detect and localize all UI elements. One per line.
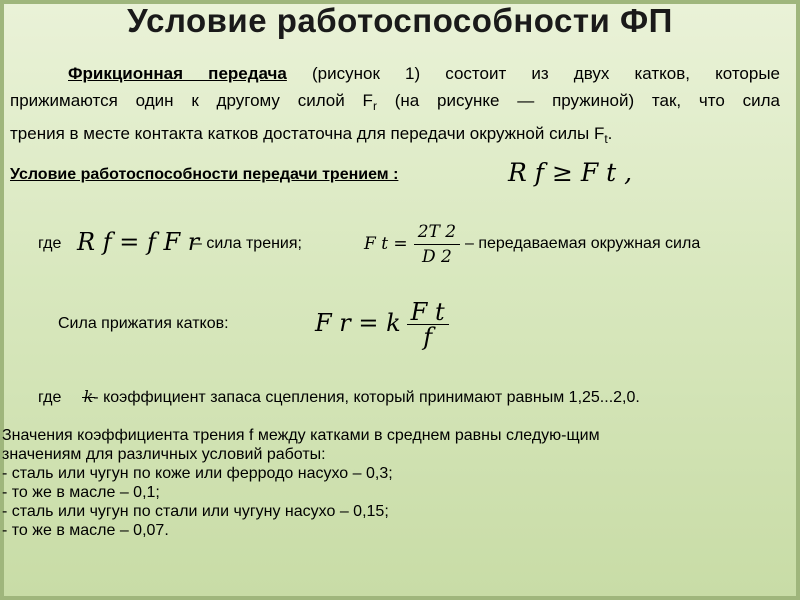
coefficient-line: где k- коэффициент запаса сцепления, который принимают равным 1,25...2,0. [38,387,640,406]
friction-force-formula: R f = f F r [77,228,200,256]
pressing-force-formula: F r = k $\frac{\text{F t}}{f}$ [315,300,449,349]
circumferential-force-text: – передаваемая окружная сила [465,235,701,252]
slide-title: Условие работоспособности ФП [127,2,673,39]
list-item: - то же в масле – 0,1; [2,484,160,501]
friction-values-intro-1: Значения коэффициента трения f между катками в среднем равны следую-щим [2,427,600,444]
k-symbol: k [83,387,94,406]
paragraph-line-2: прижимаются один к другому силой $F_r$ (на рисунке — пружиной) так, что сила [10,91,780,113]
friction-values-block [2,426,600,540]
coefficient-text: - коэффициент запаса сцепления, который принимают равным 1,25...2,0. [93,389,640,406]
where-label-1: где [38,235,62,252]
paragraph-line-1: Фрикционная передача (рисунок 1) состоит из двух катков, которые [68,64,780,83]
friction-force-text: – сила трения; [193,235,302,252]
list-item: - сталь или чугун по стали или чугуну насухо – 0,15; [2,503,389,520]
list-item: - то же в масле – 0,07. [2,522,169,539]
pressing-force-label: Сила прижатия катков: [58,315,229,332]
friction-values-intro-2: значениям для различных условий работы: [2,446,326,463]
condition-formula: R f ≥ F t , [508,158,633,187]
condition-label: Условие работоспособности передачи трением : [10,166,399,183]
circumferential-force-formula: F t = $\frac{2T 2}{D 2}$ [364,220,460,269]
list-item: - сталь или чугун по коже или ферродо насухо – 0,3; [2,465,393,482]
term-friction-transmission: Фрикционная передача [68,64,287,83]
description-paragraph [10,60,780,153]
paragraph-line-3: трения в месте контакта катков достаточна для передачи окружной силы $F_t$. [10,124,613,146]
